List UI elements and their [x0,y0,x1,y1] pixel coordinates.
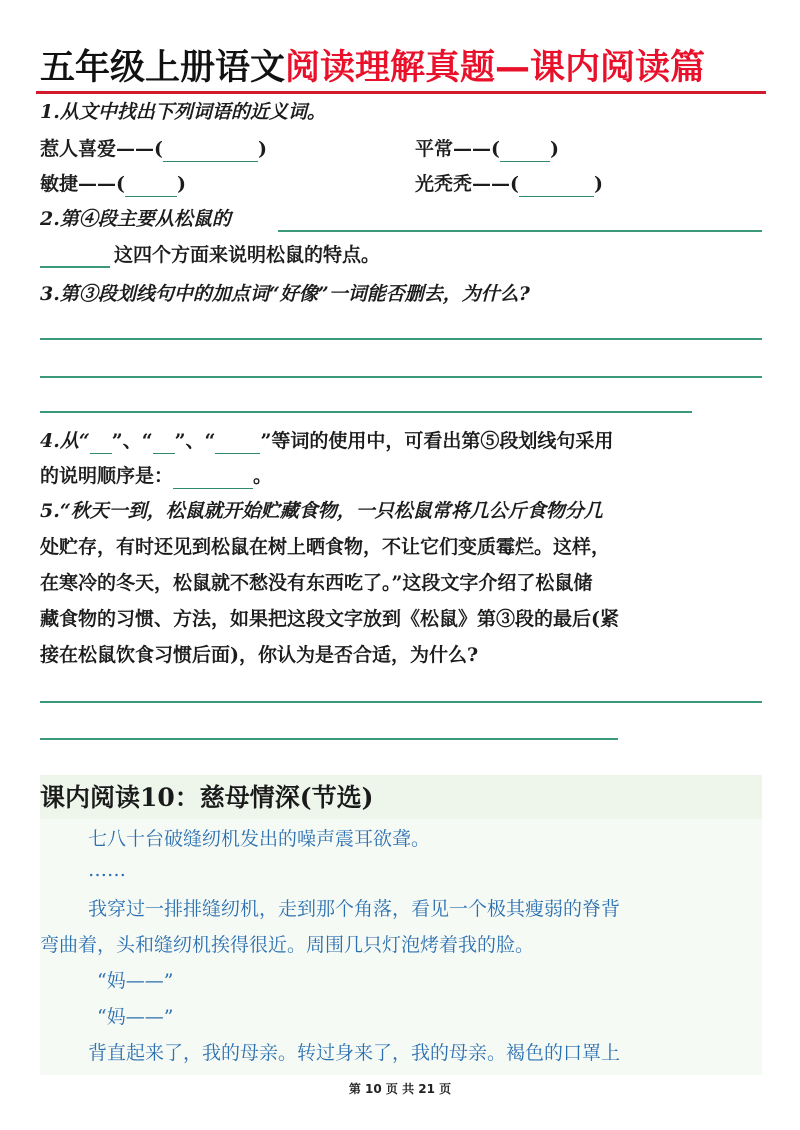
q1-item-1 [40,136,267,162]
q4-text-a: 4.从“ [40,430,90,452]
passage-line-7: 背直起来了，我的母亲。转过身来了，我的母亲。褐色的口罩上 [88,1042,621,1064]
passage-line-6: “妈——” [97,1006,174,1028]
q2-answer-line-1[interactable] [278,230,762,232]
q1-item-3 [40,171,186,197]
q2-text-1: 2.第④段主要从松鼠的 [40,208,231,230]
q5-line-5: 接在松鼠饮食习惯后面)，你认为是否合适，为什么? [40,644,479,666]
q4-line-2 [40,463,272,489]
passage-line-3: 我穿过一排排缝纫机，走到那个角落，看见一个极其瘦弱的脊背 [88,898,621,920]
q2-text-2: 这四个方面来说明松鼠的特点。 [114,244,381,266]
q1-answer-blank-3[interactable] [125,176,177,197]
q3-text: 3.第③段划线句中的加点词“好像”一词能否删去，为什么? [40,283,530,305]
q1-close-1: ) [258,138,267,160]
passage-line-2: …… [88,859,126,881]
q5-line-4: 藏食物的习惯、方法，如果把这段文字放到《松鼠》第③段的最后(紧 [40,608,619,630]
q1-answer-blank-4[interactable] [519,176,594,197]
q5-answer-line-2[interactable] [40,738,618,740]
q4-text-d: 的说明顺序是： [40,465,174,487]
passage-line-1: 七八十台破缝纫机发出的噪声震耳欲聋。 [88,828,431,850]
q4-line-1 [40,428,613,454]
q1-item-3-label: 敏捷——( [40,173,125,195]
q1-prompt: 1.从文中找出下列词语的近义词。 [40,101,326,123]
q4-blank-2[interactable] [153,433,175,454]
passage-line-4: 弯曲着，头和缝纫机挨得很近。周围几只灯泡烤着我的脸。 [40,934,535,956]
q5-line-3: 在寒冷的冬天，松鼠就不愁没有东西吃了。”这段文字介绍了松鼠储 [40,572,593,594]
q4-blank-3[interactable] [215,433,260,454]
section-title: 课内阅读10：慈母情深(节选) [40,783,374,812]
q1-item-4 [415,171,603,197]
q1-item-1-label: 惹人喜爱——( [40,138,163,160]
q3-answer-line-3[interactable] [40,411,692,413]
q3-answer-line-2[interactable] [40,376,762,378]
q5-line-2: 处贮存，有时还见到松鼠在树上晒食物，不让它们变质霉烂。这样， [40,536,611,558]
q4-blank-1[interactable] [90,433,112,454]
title-black: 五年级上册语文 [40,48,286,88]
q5-answer-line-1[interactable] [40,701,762,703]
q1-close-3: ) [177,173,186,195]
q4-blank-4[interactable] [173,468,253,489]
title-underline [36,91,766,94]
q4-text-e: 。 [253,465,273,487]
q1-close-2: ) [550,138,559,160]
q1-item-2 [415,136,559,162]
page-title [40,40,760,90]
q2-answer-line-2[interactable] [40,266,110,268]
q1-answer-blank-2[interactable] [500,141,550,162]
q4-text-c: ”等词的使用中，可看出第⑤段划线句采用 [260,430,614,452]
passage-line-5: “妈——” [97,970,174,992]
q4-text-b: ”、“ [174,430,216,452]
q1-close-4: ) [594,173,603,195]
q1-item-4-label: 光秃秃——( [415,173,519,195]
q1-item-2-label: 平常——( [415,138,500,160]
page-number: 第 10 页 共 21 页 [348,1082,452,1096]
q4-sep: ”、“ [111,430,153,452]
q3-answer-line-1[interactable] [40,338,762,340]
q5-line-1: 5.“秋天一到，松鼠就开始贮藏食物，一只松鼠常将几公斤食物分几 [40,500,603,522]
title-red: 阅读理解真题—课内阅读篇 [285,48,706,88]
q1-answer-blank-1[interactable] [163,141,258,162]
